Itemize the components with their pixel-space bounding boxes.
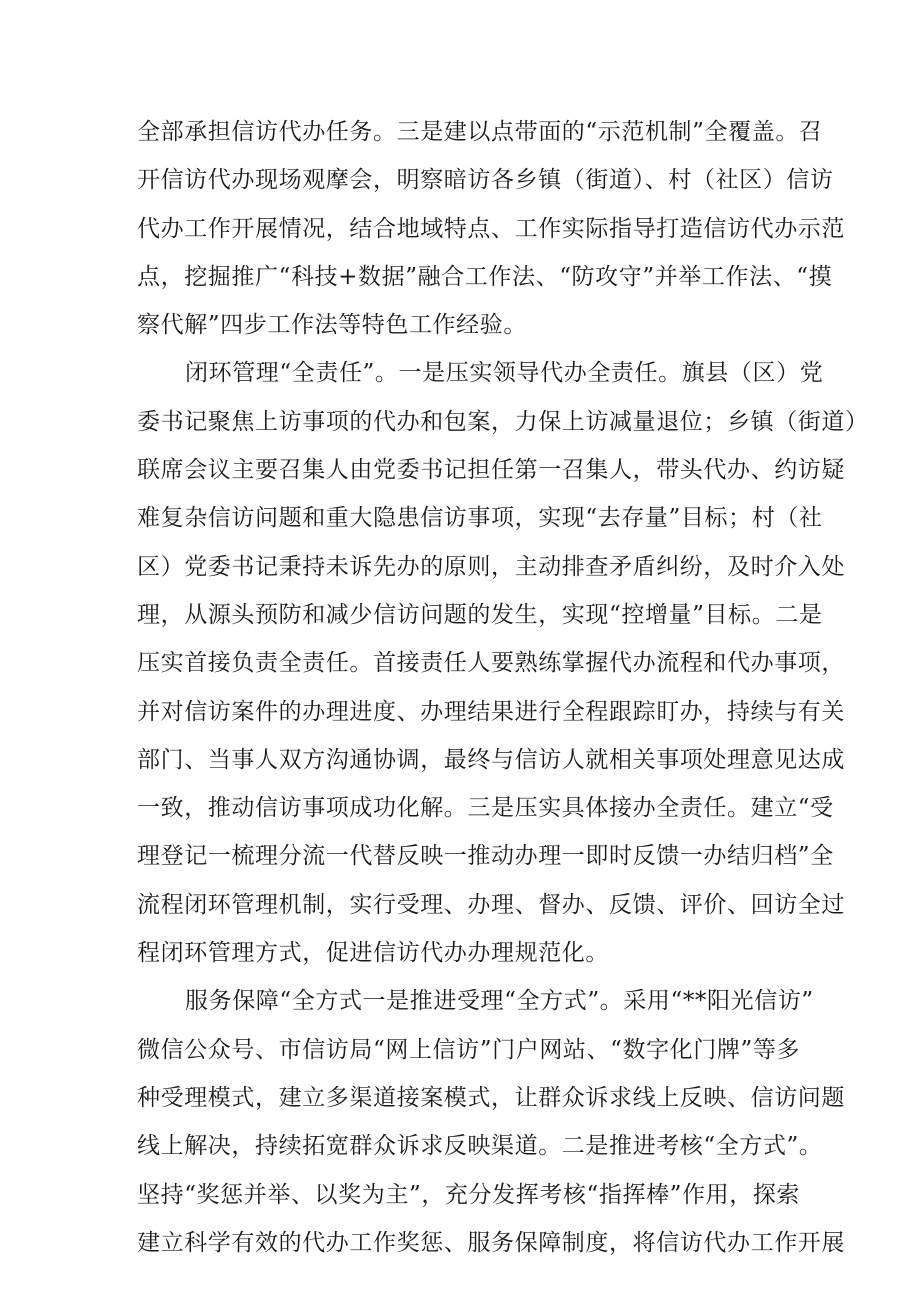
text-line: 开信访代办现场观摩会，明察暗访各乡镇（街道）、村（社区）信访 bbox=[137, 167, 834, 194]
text-line: 理登记一梳理分流一代替反映一推动办理一即时反馈一办结归档”全 bbox=[137, 843, 834, 870]
text-line: 部门、当事人双方沟通协调，最终与信访人就相关事项处理意见达成 bbox=[137, 746, 845, 773]
text-line: 察代解”四步工作法等特色工作经验。 bbox=[137, 312, 527, 339]
text-line: 压实首接负责全责任。首接责任人要熟练掌握代办流程和代办事项， bbox=[137, 650, 845, 677]
text-line: 代办工作开展情况，结合地域特点、工作实际指导打造信访代办示范 bbox=[137, 215, 845, 242]
text-line: 一致，推动信访事项成功化解。三是压实具体接办全责任。建立“受 bbox=[137, 795, 834, 822]
text-line: 坚持“奖惩并举、以奖为主”，充分发挥考核“指挥棒”作用，探索 bbox=[137, 1181, 801, 1208]
text-line: 程闭环管理方式，促进信访代办办理规范化。 bbox=[137, 940, 609, 967]
text-line: 并对信访案件的办理进度、办理结果进行全程跟踪盯办，持续与有关 bbox=[137, 698, 845, 725]
text-line: 区）党委书记秉持未诉先办的原则，主动排查矛盾纠纷，及时介入处 bbox=[137, 553, 845, 580]
text-line: 微信公众号、市信访局“网上信访”门户网站、“数字化门牌”等多 bbox=[137, 1036, 801, 1063]
text-line: 流程闭环管理机制，实行受理、办理、督办、反馈、评价、回访全过 bbox=[137, 891, 845, 918]
text-line: 线上解决，持续拓宽群众诉求反映渠道。二是推进考核“全方式”。 bbox=[137, 1133, 823, 1160]
text-line: 理，从源头预防和减少信访问题的发生，实现“控增量”目标。二是 bbox=[137, 601, 823, 628]
text-line: 种受理模式，建立多渠道接案模式，让群众诉求线上反映、信访问题 bbox=[137, 1084, 845, 1111]
text-line: 服务保障“全方式一是推进受理“全方式”。采用“**阳光信访” bbox=[185, 988, 814, 1015]
text-line: 点，挖掘推广“科技+数据”融合工作法、“防攻守”并举工作法、“摸 bbox=[137, 263, 833, 290]
document-body bbox=[137, 108, 869, 1267]
text-line: 闭环管理“全责任”。一是压实领导代办全责任。旗县（区）党 bbox=[185, 360, 824, 387]
text-line: 全部承担信访代办任务。三是建以点带面的“示范机制”全覆盖。召 bbox=[137, 119, 823, 145]
text-line: 难复杂信访问题和重大隐患信访事项，实现“去存量”目标；村（社 bbox=[137, 505, 823, 532]
text-line: 联席会议主要召集人由党委书记担任第一召集人，带头代办、约访疑 bbox=[137, 457, 845, 484]
text-line: 建立科学有效的代办工作奖惩、服务保障制度，将信访代办工作开展 bbox=[137, 1229, 845, 1256]
text-line: 委书记聚焦上访事项的代办和包案，力保上访减量退位；乡镇（街道） bbox=[137, 408, 869, 435]
